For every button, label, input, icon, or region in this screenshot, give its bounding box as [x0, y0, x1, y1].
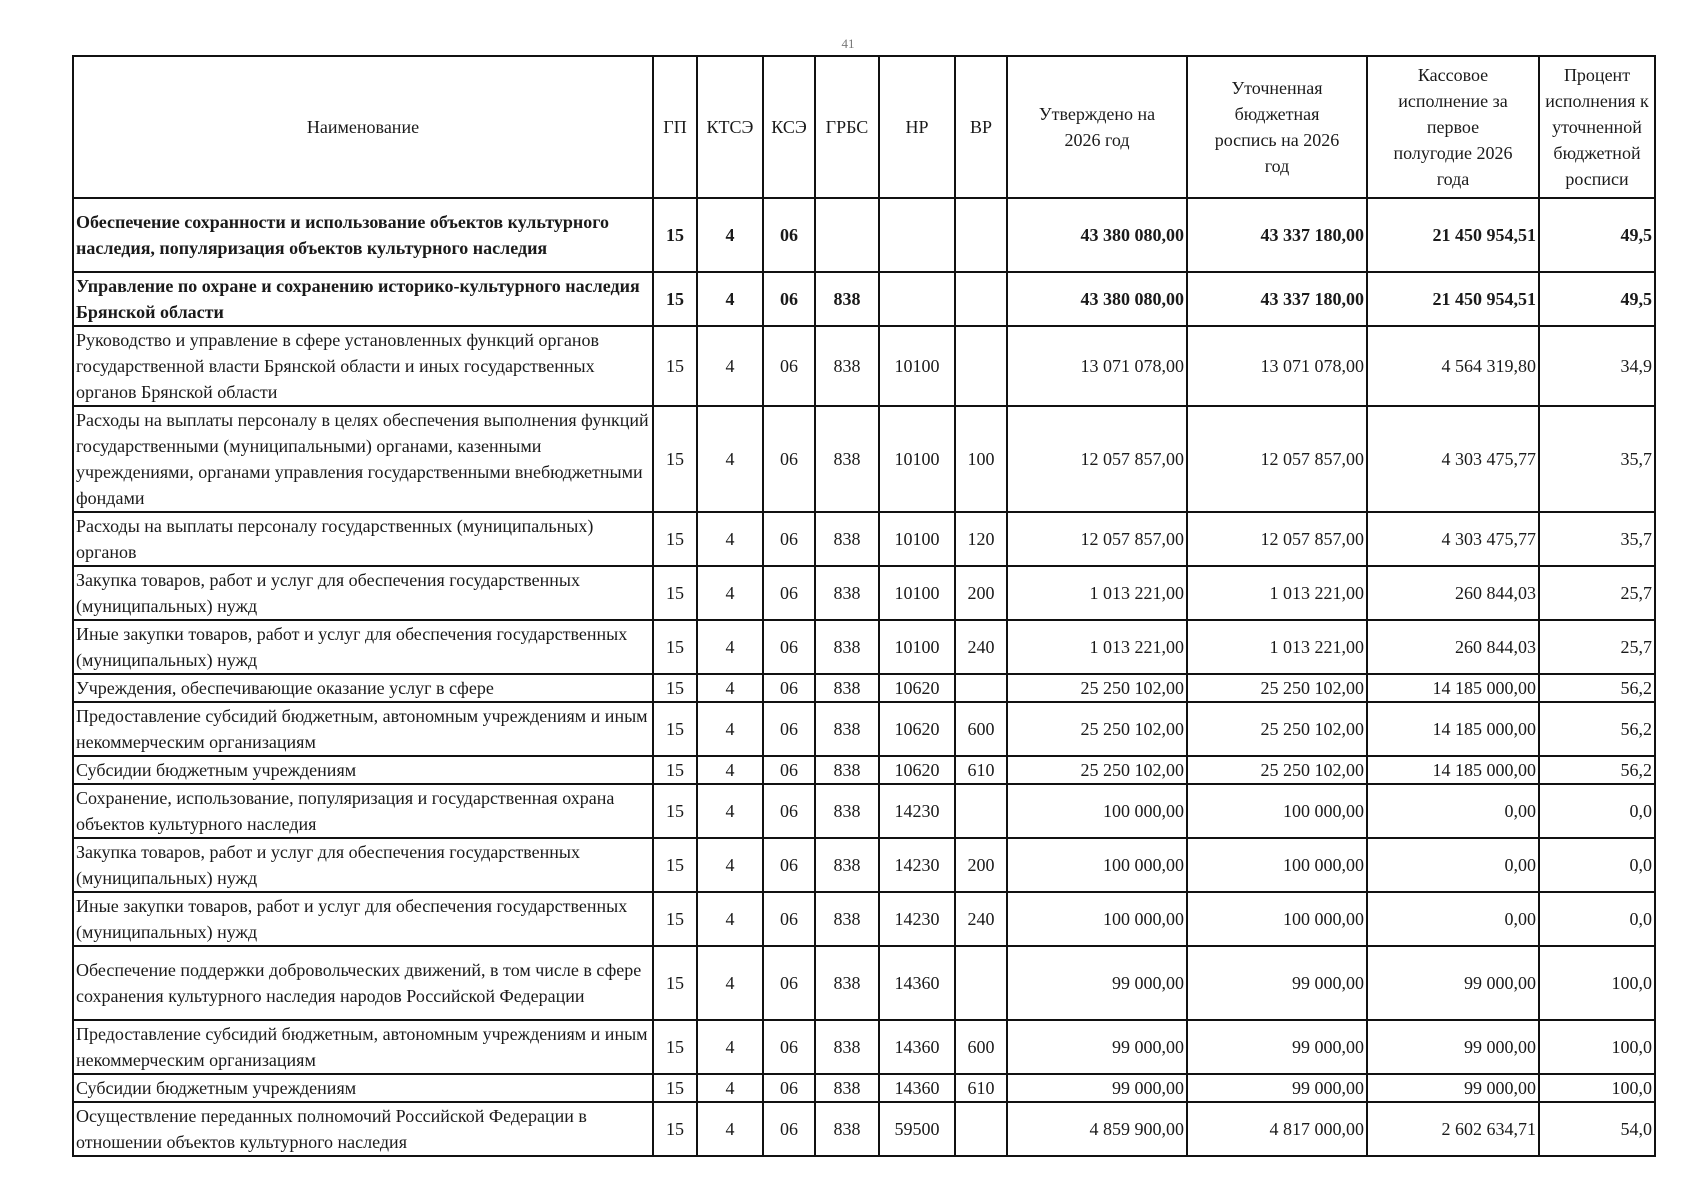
cell-vr: 120	[955, 512, 1007, 566]
cell-ktse: 4	[697, 756, 763, 784]
cell-ktse: 4	[697, 272, 763, 326]
cell-name: Сохранение, использование, популяризация и государственная охрана объектов культурного наследия	[73, 784, 653, 838]
cell-percent: 49,5	[1539, 198, 1655, 272]
cell-ktse: 4	[697, 198, 763, 272]
cell-name: Иные закупки товаров, работ и услуг для обеспечения государственных (муниципальных) нужд	[73, 892, 653, 946]
cell-grbs: 838	[815, 1020, 879, 1074]
cell-name: Закупка товаров, работ и услуг для обеспечения государственных (муниципальных) нужд	[73, 566, 653, 620]
cell-approved: 12 057 857,00	[1007, 406, 1187, 512]
cell-percent: 34,9	[1539, 326, 1655, 406]
cell-gp: 15	[653, 198, 697, 272]
cell-refined: 1 013 221,00	[1187, 566, 1367, 620]
cell-nr: 14360	[879, 1020, 955, 1074]
cell-nr: 10620	[879, 674, 955, 702]
table-row	[73, 1074, 1655, 1102]
cell-nr: 59500	[879, 1102, 955, 1156]
cell-percent: 54,0	[1539, 1102, 1655, 1156]
cell-executed: 21 450 954,51	[1367, 198, 1539, 272]
cell-approved: 4 859 900,00	[1007, 1102, 1187, 1156]
cell-approved: 43 380 080,00	[1007, 198, 1187, 272]
cell-kse: 06	[763, 326, 815, 406]
cell-percent: 25,7	[1539, 566, 1655, 620]
cell-ktse: 4	[697, 620, 763, 674]
cell-grbs: 838	[815, 756, 879, 784]
cell-approved: 1 013 221,00	[1007, 566, 1187, 620]
cell-approved: 1 013 221,00	[1007, 620, 1187, 674]
table-row	[73, 198, 1655, 272]
table-row	[73, 566, 1655, 620]
header-grbs: ГРБС	[815, 56, 879, 198]
cell-nr: 14230	[879, 784, 955, 838]
cell-kse: 06	[763, 1074, 815, 1102]
cell-refined: 12 057 857,00	[1187, 406, 1367, 512]
cell-gp: 15	[653, 406, 697, 512]
cell-kse: 06	[763, 892, 815, 946]
cell-nr: 10100	[879, 620, 955, 674]
cell-name: Осуществление переданных полномочий Российской Федерации в отношении объектов культурного наследия	[73, 1102, 653, 1156]
cell-kse: 06	[763, 838, 815, 892]
cell-percent: 0,0	[1539, 784, 1655, 838]
cell-refined: 43 337 180,00	[1187, 272, 1367, 326]
cell-name: Руководство и управление в сфере установленных функций органов государственной власти Брянской области и иных государственных органов Брянской области	[73, 326, 653, 406]
cell-executed: 260 844,03	[1367, 566, 1539, 620]
cell-refined: 100 000,00	[1187, 784, 1367, 838]
cell-executed: 99 000,00	[1367, 1020, 1539, 1074]
cell-kse: 06	[763, 620, 815, 674]
header-executed: Кассовое исполнение за первое полугодие 2026 года	[1367, 56, 1539, 198]
cell-nr: 14360	[879, 1074, 955, 1102]
table-row	[73, 406, 1655, 512]
cell-refined: 43 337 180,00	[1187, 198, 1367, 272]
cell-executed: 21 450 954,51	[1367, 272, 1539, 326]
cell-percent: 56,2	[1539, 702, 1655, 756]
cell-refined: 99 000,00	[1187, 1020, 1367, 1074]
table-row	[73, 756, 1655, 784]
cell-refined: 100 000,00	[1187, 892, 1367, 946]
table-row	[73, 512, 1655, 566]
cell-vr: 240	[955, 620, 1007, 674]
table-row	[73, 272, 1655, 326]
header-gp: ГП	[653, 56, 697, 198]
cell-gp: 15	[653, 674, 697, 702]
cell-grbs: 838	[815, 702, 879, 756]
table-row	[73, 946, 1655, 1020]
cell-vr: 100	[955, 406, 1007, 512]
table-row	[73, 1102, 1655, 1156]
cell-nr: 10100	[879, 326, 955, 406]
cell-percent: 100,0	[1539, 1074, 1655, 1102]
cell-gp: 15	[653, 784, 697, 838]
cell-percent: 25,7	[1539, 620, 1655, 674]
header-kse: КСЭ	[763, 56, 815, 198]
cell-grbs: 838	[815, 620, 879, 674]
cell-vr	[955, 674, 1007, 702]
cell-vr: 200	[955, 838, 1007, 892]
cell-approved: 25 250 102,00	[1007, 674, 1187, 702]
cell-vr	[955, 198, 1007, 272]
page-number: 41	[841, 36, 855, 51]
cell-ktse: 4	[697, 1074, 763, 1102]
header-percent: Процент исполнения к уточненной бюджетной росписи	[1539, 56, 1655, 198]
table-row	[73, 1020, 1655, 1074]
cell-grbs: 838	[815, 946, 879, 1020]
cell-grbs: 838	[815, 838, 879, 892]
header-nr: НР	[879, 56, 955, 198]
cell-executed: 14 185 000,00	[1367, 702, 1539, 756]
header-ktse: КТСЭ	[697, 56, 763, 198]
cell-name: Иные закупки товаров, работ и услуг для обеспечения государственных (муниципальных) нужд	[73, 620, 653, 674]
cell-vr: 240	[955, 892, 1007, 946]
cell-kse: 06	[763, 272, 815, 326]
cell-grbs: 838	[815, 892, 879, 946]
cell-vr: 610	[955, 756, 1007, 784]
cell-approved: 12 057 857,00	[1007, 512, 1187, 566]
cell-approved: 25 250 102,00	[1007, 702, 1187, 756]
cell-gp: 15	[653, 1020, 697, 1074]
cell-refined: 4 817 000,00	[1187, 1102, 1367, 1156]
cell-refined: 99 000,00	[1187, 946, 1367, 1020]
cell-gp: 15	[653, 1074, 697, 1102]
header-name: Наименование	[73, 56, 653, 198]
cell-grbs: 838	[815, 784, 879, 838]
cell-approved: 99 000,00	[1007, 946, 1187, 1020]
cell-grbs: 838	[815, 566, 879, 620]
cell-ktse: 4	[697, 566, 763, 620]
cell-gp: 15	[653, 892, 697, 946]
cell-kse: 06	[763, 756, 815, 784]
budget-table	[72, 55, 1656, 1157]
cell-kse: 06	[763, 674, 815, 702]
cell-name: Расходы на выплаты персоналу в целях обеспечения выполнения функций государственными (муниципальными) органами, казенными учреждениями, органами управления государственными внебюджетными фондами	[73, 406, 653, 512]
cell-approved: 99 000,00	[1007, 1020, 1187, 1074]
cell-name: Обеспечение поддержки добровольческих движений, в том числе в сфере сохранения культурного наследия народов Российской Федерации	[73, 946, 653, 1020]
cell-nr: 14230	[879, 892, 955, 946]
cell-gp: 15	[653, 566, 697, 620]
cell-name: Субсидии бюджетным учреждениям	[73, 1074, 653, 1102]
cell-executed: 0,00	[1367, 838, 1539, 892]
cell-executed: 99 000,00	[1367, 946, 1539, 1020]
cell-gp: 15	[653, 272, 697, 326]
cell-grbs: 838	[815, 272, 879, 326]
cell-grbs: 838	[815, 1102, 879, 1156]
cell-ktse: 4	[697, 892, 763, 946]
cell-kse: 06	[763, 198, 815, 272]
cell-kse: 06	[763, 946, 815, 1020]
header-approved: Утверждено на 2026 год	[1007, 56, 1187, 198]
cell-nr: 10620	[879, 702, 955, 756]
cell-grbs: 838	[815, 406, 879, 512]
cell-refined: 25 250 102,00	[1187, 756, 1367, 784]
cell-grbs	[815, 198, 879, 272]
cell-vr: 600	[955, 1020, 1007, 1074]
cell-approved: 99 000,00	[1007, 1074, 1187, 1102]
cell-percent: 35,7	[1539, 512, 1655, 566]
table-row	[73, 702, 1655, 756]
cell-approved: 100 000,00	[1007, 838, 1187, 892]
cell-refined: 99 000,00	[1187, 1074, 1367, 1102]
cell-ktse: 4	[697, 838, 763, 892]
cell-approved: 25 250 102,00	[1007, 756, 1187, 784]
table-row	[73, 620, 1655, 674]
cell-vr: 200	[955, 566, 1007, 620]
cell-kse: 06	[763, 1102, 815, 1156]
cell-executed: 4 303 475,77	[1367, 406, 1539, 512]
cell-vr	[955, 326, 1007, 406]
cell-refined: 25 250 102,00	[1187, 702, 1367, 756]
cell-gp: 15	[653, 946, 697, 1020]
cell-vr	[955, 784, 1007, 838]
cell-nr	[879, 198, 955, 272]
cell-name: Расходы на выплаты персоналу государственных (муниципальных) органов	[73, 512, 653, 566]
cell-refined: 25 250 102,00	[1187, 674, 1367, 702]
cell-percent: 100,0	[1539, 1020, 1655, 1074]
cell-vr	[955, 946, 1007, 1020]
cell-executed: 2 602 634,71	[1367, 1102, 1539, 1156]
cell-executed: 14 185 000,00	[1367, 756, 1539, 784]
cell-name: Управление по охране и сохранению историко-культурного наследия Брянской области	[73, 272, 653, 326]
cell-percent: 56,2	[1539, 756, 1655, 784]
cell-refined: 100 000,00	[1187, 838, 1367, 892]
cell-ktse: 4	[697, 1102, 763, 1156]
cell-kse: 06	[763, 406, 815, 512]
cell-gp: 15	[653, 620, 697, 674]
cell-executed: 4 564 319,80	[1367, 326, 1539, 406]
cell-approved: 100 000,00	[1007, 784, 1187, 838]
cell-vr: 610	[955, 1074, 1007, 1102]
cell-percent: 0,0	[1539, 838, 1655, 892]
table-row	[73, 784, 1655, 838]
table-row	[73, 326, 1655, 406]
cell-vr	[955, 1102, 1007, 1156]
cell-grbs: 838	[815, 326, 879, 406]
cell-ktse: 4	[697, 702, 763, 756]
cell-grbs: 838	[815, 674, 879, 702]
cell-percent: 0,0	[1539, 892, 1655, 946]
cell-nr	[879, 272, 955, 326]
cell-grbs: 838	[815, 512, 879, 566]
table-row	[73, 838, 1655, 892]
table-body	[73, 198, 1655, 1156]
cell-gp: 15	[653, 1102, 697, 1156]
cell-ktse: 4	[697, 1020, 763, 1074]
cell-percent: 49,5	[1539, 272, 1655, 326]
cell-ktse: 4	[697, 406, 763, 512]
cell-name: Субсидии бюджетным учреждениям	[73, 756, 653, 784]
cell-gp: 15	[653, 512, 697, 566]
cell-grbs: 838	[815, 1074, 879, 1102]
cell-name: Обеспечение сохранности и использование объектов культурного наследия, популяризация объектов культурного наследия	[73, 198, 653, 272]
cell-executed: 4 303 475,77	[1367, 512, 1539, 566]
cell-refined: 12 057 857,00	[1187, 512, 1367, 566]
cell-kse: 06	[763, 702, 815, 756]
cell-kse: 06	[763, 784, 815, 838]
cell-vr: 600	[955, 702, 1007, 756]
cell-nr: 14360	[879, 946, 955, 1020]
cell-name: Закупка товаров, работ и услуг для обеспечения государственных (муниципальных) нужд	[73, 838, 653, 892]
cell-ktse: 4	[697, 946, 763, 1020]
cell-ktse: 4	[697, 784, 763, 838]
header-refined: Уточненная бюджетная роспись на 2026 год	[1187, 56, 1367, 198]
cell-ktse: 4	[697, 512, 763, 566]
cell-nr: 10100	[879, 566, 955, 620]
table-row	[73, 892, 1655, 946]
cell-approved: 43 380 080,00	[1007, 272, 1187, 326]
cell-approved: 13 071 078,00	[1007, 326, 1187, 406]
cell-executed: 0,00	[1367, 892, 1539, 946]
cell-executed: 260 844,03	[1367, 620, 1539, 674]
cell-nr: 10100	[879, 512, 955, 566]
table-row	[73, 674, 1655, 702]
cell-nr: 10620	[879, 756, 955, 784]
cell-nr: 14230	[879, 838, 955, 892]
cell-percent: 100,0	[1539, 946, 1655, 1020]
cell-percent: 56,2	[1539, 674, 1655, 702]
cell-vr	[955, 272, 1007, 326]
cell-percent: 35,7	[1539, 406, 1655, 512]
cell-ktse: 4	[697, 674, 763, 702]
cell-executed: 0,00	[1367, 784, 1539, 838]
cell-approved: 100 000,00	[1007, 892, 1187, 946]
cell-name: Предоставление субсидий бюджетным, автономным учреждениям и иным некоммерческим организациям	[73, 1020, 653, 1074]
cell-name: Учреждения, обеспечивающие оказание услуг в сфере	[73, 674, 653, 702]
cell-name: Предоставление субсидий бюджетным, автономным учреждениям и иным некоммерческим организациям	[73, 702, 653, 756]
cell-refined: 13 071 078,00	[1187, 326, 1367, 406]
cell-gp: 15	[653, 756, 697, 784]
cell-nr: 10100	[879, 406, 955, 512]
cell-kse: 06	[763, 566, 815, 620]
cell-gp: 15	[653, 838, 697, 892]
cell-gp: 15	[653, 326, 697, 406]
cell-refined: 1 013 221,00	[1187, 620, 1367, 674]
header-vr: ВР	[955, 56, 1007, 198]
table-header-row	[73, 56, 1655, 198]
cell-kse: 06	[763, 512, 815, 566]
cell-gp: 15	[653, 702, 697, 756]
cell-executed: 14 185 000,00	[1367, 674, 1539, 702]
cell-ktse: 4	[697, 326, 763, 406]
cell-executed: 99 000,00	[1367, 1074, 1539, 1102]
cell-kse: 06	[763, 1020, 815, 1074]
